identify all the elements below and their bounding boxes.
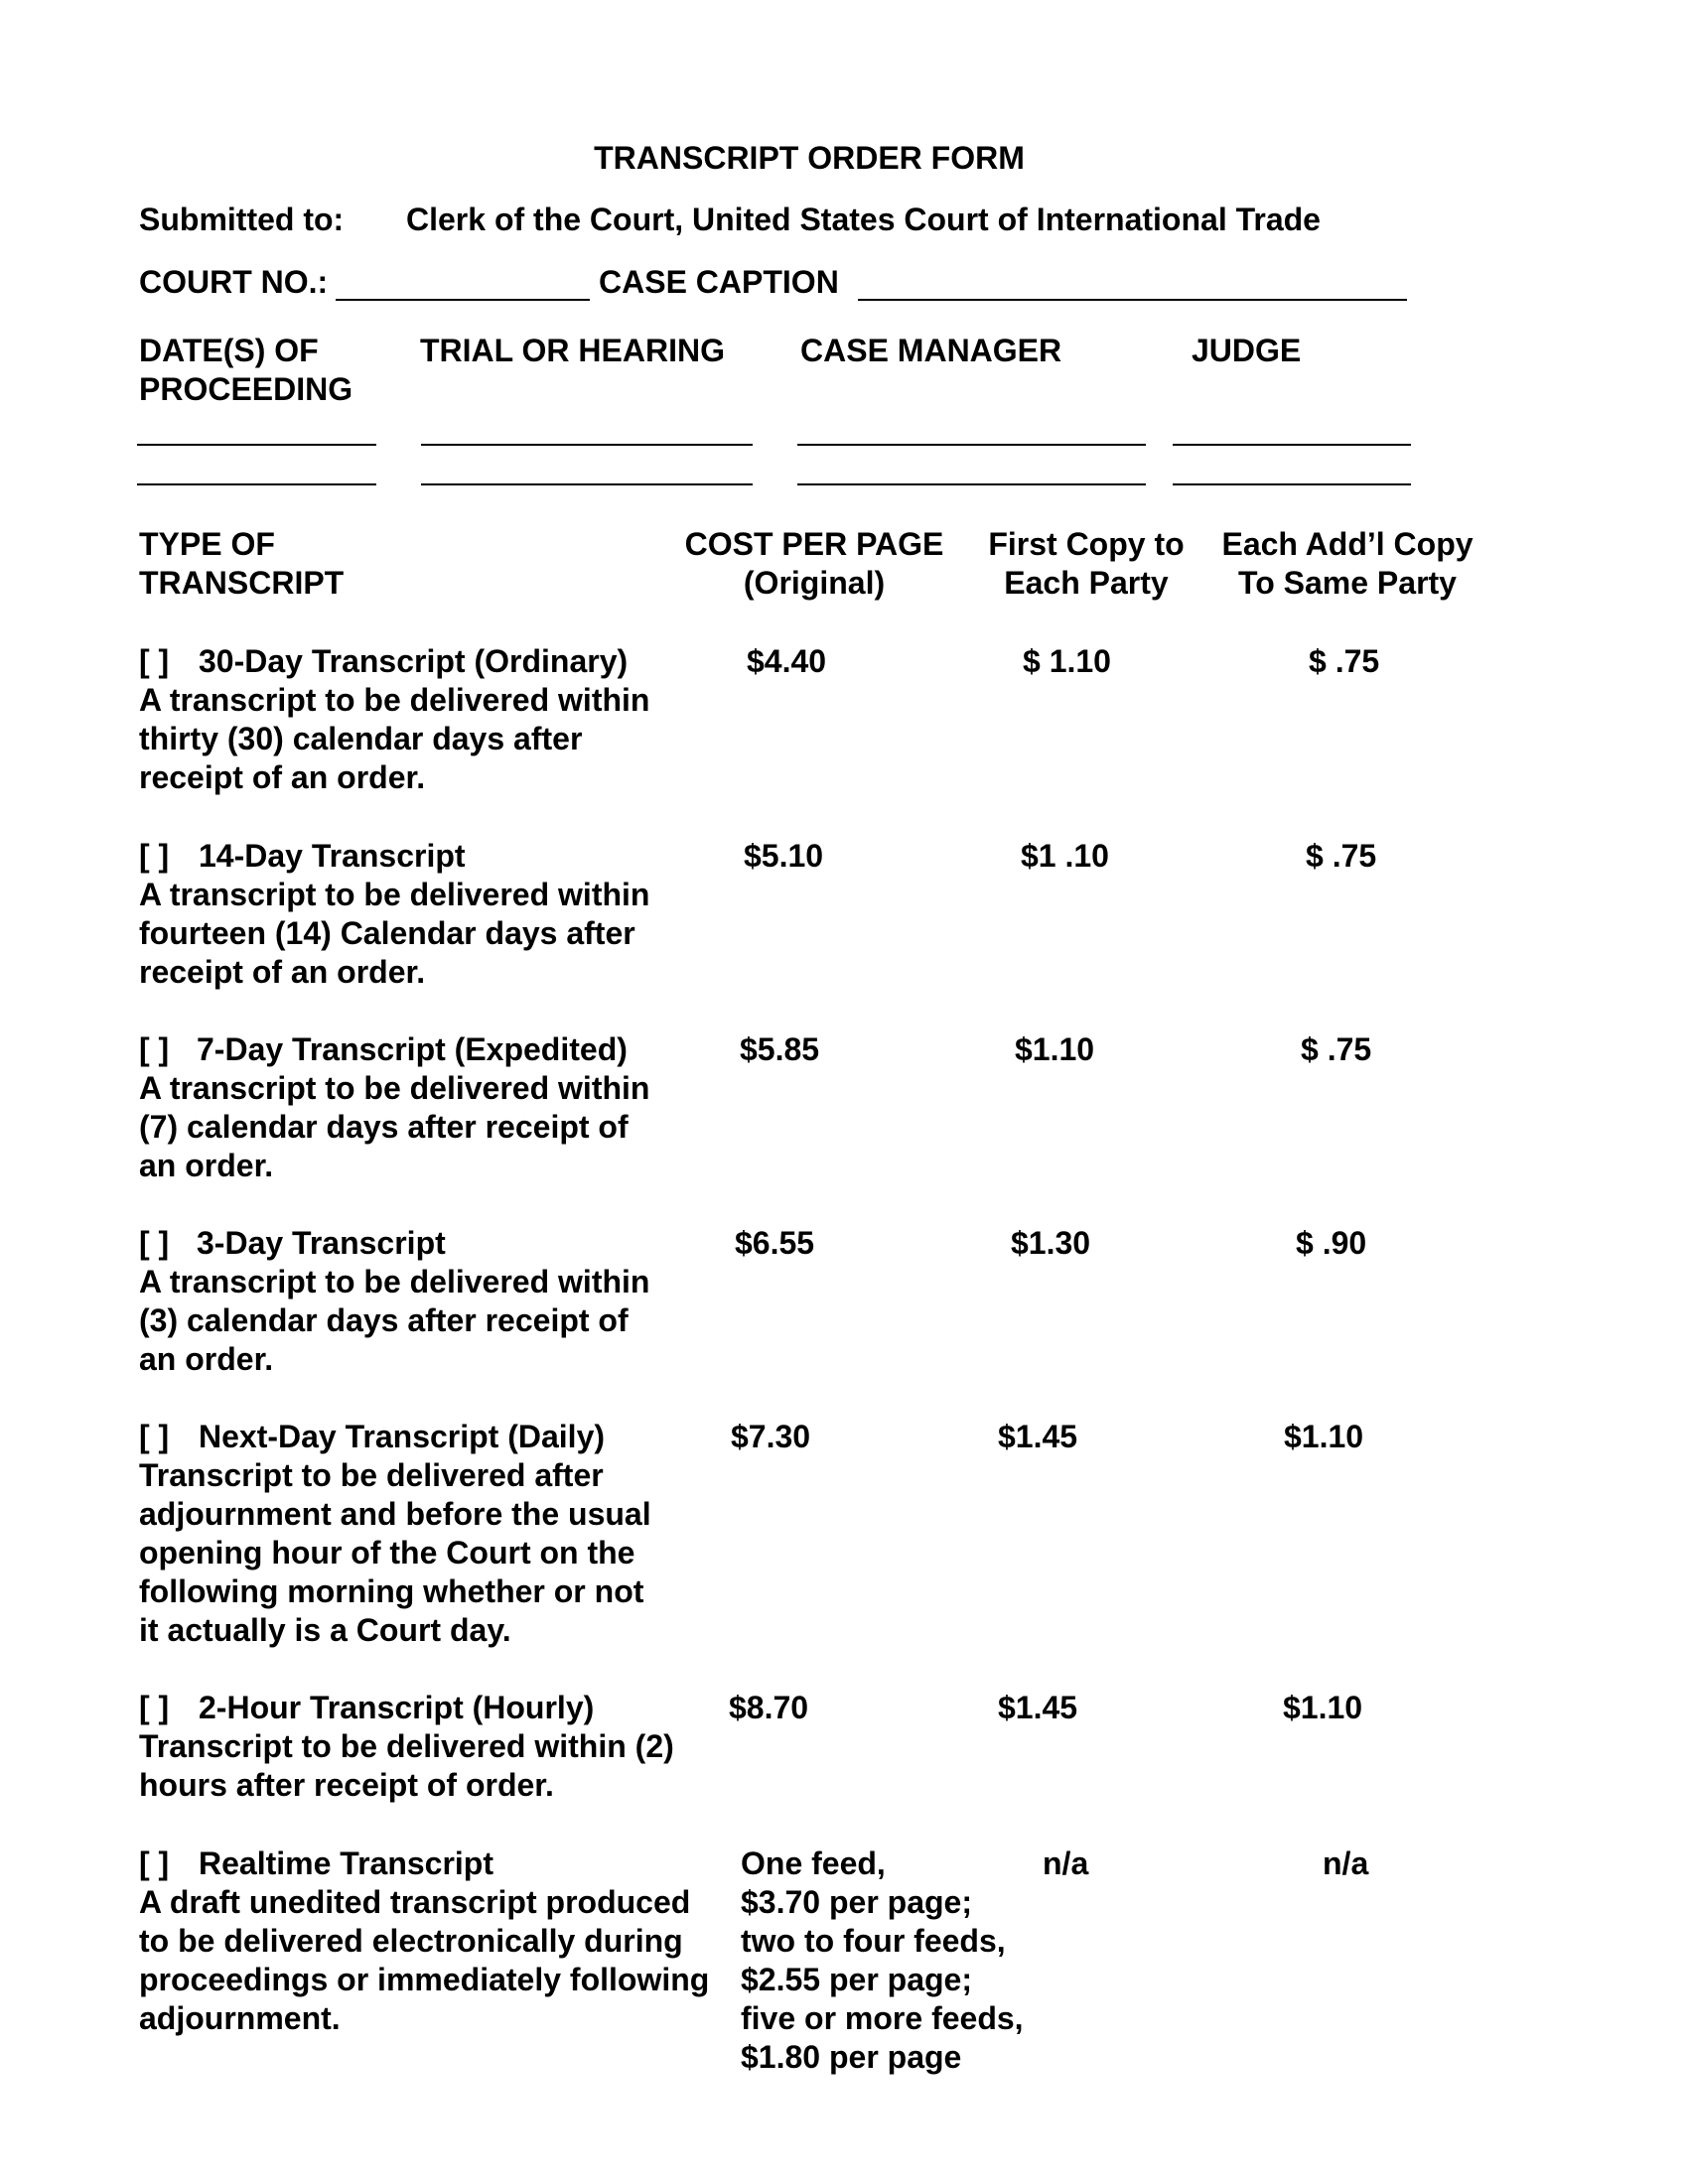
row-cost: $5.85 [740, 1031, 820, 1067]
judge-field-1[interactable] [1173, 444, 1411, 446]
dates-of-proceeding-header: DATE(S) OF PROCEEDING [139, 333, 353, 407]
type-of-transcript-header: TYPE OF TRANSCRIPT [139, 526, 345, 601]
row-cost: $6.55 [735, 1225, 815, 1261]
row-cost: $8.70 [729, 1690, 809, 1725]
trial-field-1[interactable] [421, 444, 753, 446]
row-additional-copy: $ .75 [1301, 1031, 1372, 1067]
row-name: 2-Hour Transcript (Hourly) [199, 1690, 595, 1725]
row-first-copy: $1.45 [998, 1690, 1078, 1725]
row-name: 14-Day Transcript [199, 838, 466, 874]
dates-field-2[interactable] [137, 483, 376, 485]
case-caption-field[interactable] [858, 299, 1407, 301]
row-additional-copy: $ .75 [1306, 838, 1377, 874]
row-name: Realtime Transcript [199, 1845, 493, 1881]
row-additional-copy: $1.10 [1283, 1690, 1363, 1725]
case-caption-label: CASE CAPTION [599, 264, 839, 300]
row-checkbox[interactable]: [ ] [139, 1419, 170, 1454]
row-description: Transcript to be delivered after adjournment and before the usual opening hour of the Court on the following morning whether or not it actually is a Court day. [139, 1457, 651, 1648]
row-description: A transcript to be delivered within (3) calendar days after receipt of an order. [139, 1264, 650, 1377]
row-cost: One feed, $3.70 per page; two to four feeds, $2.55 per page; five or more feeds, $1.80 per page [741, 1845, 1024, 2075]
row-first-copy: $1.45 [998, 1419, 1078, 1454]
row-cost: $4.40 [747, 643, 827, 679]
cost-per-page-header: COST PER PAGE (Original) [684, 526, 944, 601]
row-description: A transcript to be delivered within (7) calendar days after receipt of an order. [139, 1070, 650, 1183]
row-first-copy: $1.10 [1015, 1031, 1095, 1067]
row-name: 7-Day Transcript (Expedited) [197, 1031, 628, 1067]
row-additional-copy: $1.10 [1284, 1419, 1364, 1454]
manager-field-2[interactable] [797, 483, 1146, 485]
row-description: A transcript to be delivered within fourteen (14) Calendar days after receipt of an order. [139, 877, 650, 990]
row-cost: $7.30 [731, 1419, 811, 1454]
row-first-copy: $1.30 [1011, 1225, 1091, 1261]
court-no-field[interactable] [336, 299, 590, 301]
row-checkbox[interactable]: [ ] [139, 1225, 170, 1261]
judge-field-2[interactable] [1173, 483, 1411, 485]
row-additional-copy: n/a [1323, 1845, 1369, 1881]
row-checkbox[interactable]: [ ] [139, 1031, 170, 1067]
row-checkbox[interactable]: [ ] [139, 1845, 170, 1881]
submitted-to-label: Submitted to: [139, 202, 345, 237]
trial-field-2[interactable] [421, 483, 753, 485]
case-manager-header: CASE MANAGER [800, 333, 1062, 368]
row-additional-copy: $ .90 [1296, 1225, 1367, 1261]
row-checkbox[interactable]: [ ] [139, 838, 170, 874]
court-no-label: COURT NO.: [139, 264, 329, 300]
row-description: A draft unedited transcript produced to be delivered electronically during proceedings or immediately following adjournment. [139, 1884, 710, 2036]
dates-field-1[interactable] [137, 444, 376, 446]
row-first-copy: $ 1.10 [1023, 643, 1111, 679]
row-name: 3-Day Transcript [197, 1225, 446, 1261]
judge-header: JUDGE [1192, 333, 1302, 368]
page-title: TRANSCRIPT ORDER FORM [594, 140, 1025, 176]
row-description: Transcript to be delivered within (2) hours after receipt of order. [139, 1728, 674, 1803]
row-checkbox[interactable]: [ ] [139, 643, 170, 679]
row-description: A transcript to be delivered within thirty (30) calendar days after receipt of an order. [139, 682, 650, 795]
first-copy-header: First Copy to Each Party [988, 526, 1185, 601]
submitted-to-value: Clerk of the Court, United States Court of International Trade [406, 202, 1321, 237]
row-first-copy: n/a [1043, 1845, 1089, 1881]
row-additional-copy: $ .75 [1309, 643, 1380, 679]
row-checkbox[interactable]: [ ] [139, 1690, 170, 1725]
trial-or-hearing-header: TRIAL OR HEARING [420, 333, 725, 368]
row-name: Next-Day Transcript (Daily) [199, 1419, 606, 1454]
row-name: 30-Day Transcript (Ordinary) [199, 643, 629, 679]
manager-field-1[interactable] [797, 444, 1146, 446]
row-first-copy: $1 .10 [1021, 838, 1109, 874]
row-cost: $5.10 [744, 838, 824, 874]
additional-copy-header: Each Add’l Copy To Same Party [1221, 526, 1474, 601]
